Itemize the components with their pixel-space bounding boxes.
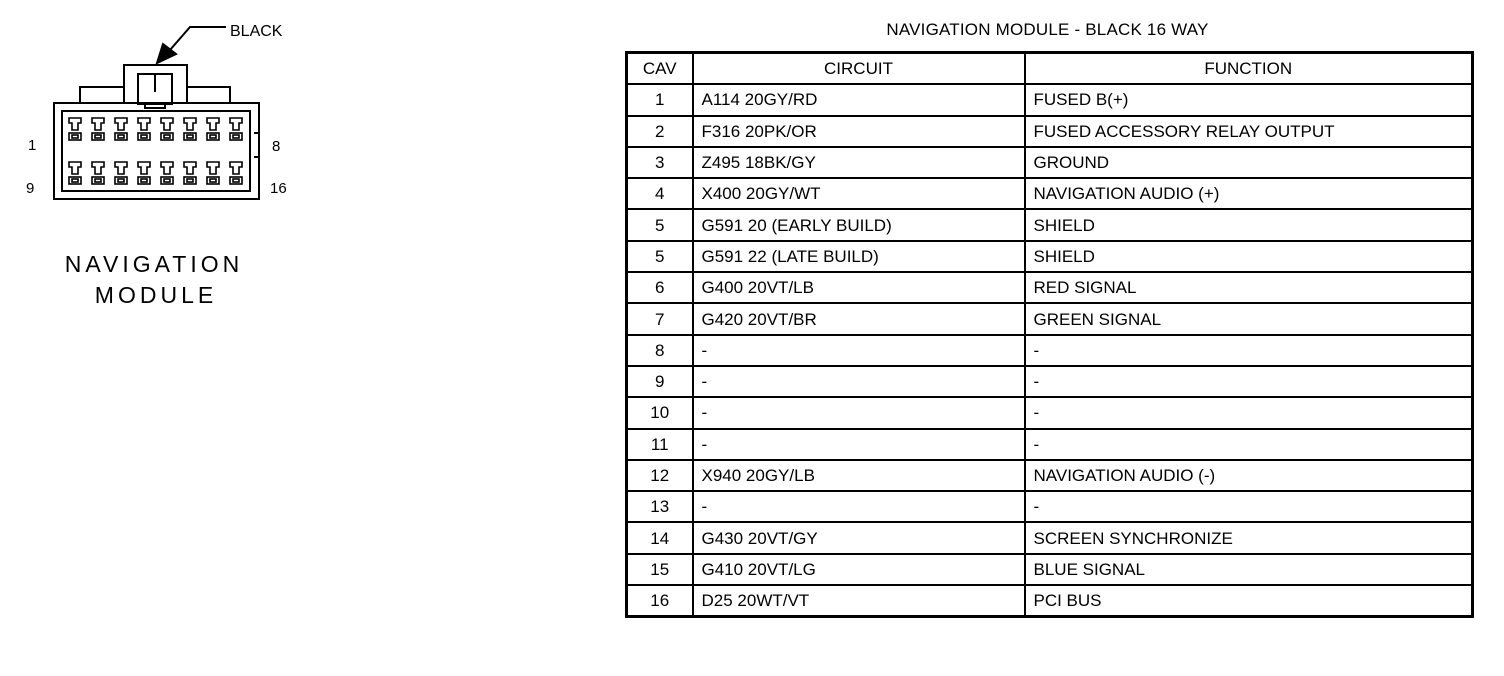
pinout-table — [625, 51, 1474, 618]
connector-label-line2: MODULE — [94, 282, 218, 308]
function-cell: GROUND — [1025, 147, 1473, 178]
circuit-cell: G410 20VT/LG — [693, 554, 1025, 585]
cav-cell: 13 — [627, 491, 693, 522]
circuit-cell: - — [693, 335, 1025, 366]
connector-pin-3 — [115, 118, 127, 140]
connector-pin-8 — [230, 118, 242, 140]
function-cell: FUSED B(+) — [1025, 84, 1473, 115]
table-row — [627, 429, 1473, 460]
color-callout-label: BLACK — [230, 23, 283, 40]
function-cell: - — [1025, 366, 1473, 397]
connector-pin-12 — [138, 162, 150, 184]
cav-cell: 14 — [627, 522, 693, 553]
table-row — [627, 335, 1473, 366]
circuit-cell: - — [693, 491, 1025, 522]
circuit-cell: F316 20PK/OR — [693, 116, 1025, 147]
function-cell: - — [1025, 429, 1473, 460]
function-cell: BLUE SIGNAL — [1025, 554, 1473, 585]
table-row — [627, 303, 1473, 334]
callout-arrow — [157, 27, 226, 63]
cav-cell: 4 — [627, 178, 693, 209]
function-cell: NAVIGATION AUDIO (-) — [1025, 460, 1473, 491]
circuit-cell: G400 20VT/LB — [693, 272, 1025, 303]
circuit-cell: G420 20VT/BR — [693, 303, 1025, 334]
column-header-circuit: CIRCUIT — [693, 53, 1025, 85]
circuit-cell: - — [693, 397, 1025, 428]
pinout-table-body — [627, 84, 1473, 617]
connector-pin-2 — [92, 118, 104, 140]
function-cell: GREEN SIGNAL — [1025, 303, 1473, 334]
circuit-cell: G591 22 (LATE BUILD) — [693, 241, 1025, 272]
connector-housing — [54, 65, 259, 199]
function-cell: - — [1025, 335, 1473, 366]
cav-cell: 8 — [627, 335, 693, 366]
connector-pin-9 — [69, 162, 81, 184]
table-row — [627, 460, 1473, 491]
connector-pin-14 — [184, 162, 196, 184]
cav-cell: 7 — [627, 303, 693, 334]
connector-pin-11 — [115, 162, 127, 184]
function-cell: SHIELD — [1025, 241, 1473, 272]
table-title: NAVIGATION MODULE - BLACK 16 WAY — [886, 20, 1209, 39]
table-row — [627, 554, 1473, 585]
cav-cell: 11 — [627, 429, 693, 460]
cav-cell: 3 — [627, 147, 693, 178]
cav-cell: 15 — [627, 554, 693, 585]
cav-cell: 1 — [627, 84, 693, 115]
circuit-cell: X940 20GY/LB — [693, 460, 1025, 491]
function-cell: FUSED ACCESSORY RELAY OUTPUT — [1025, 116, 1473, 147]
table-row — [627, 366, 1473, 397]
circuit-cell: X400 20GY/WT — [693, 178, 1025, 209]
connector-pin-6 — [184, 118, 196, 140]
connector-pin-4 — [138, 118, 150, 140]
cav-cell: 12 — [627, 460, 693, 491]
table-row — [627, 522, 1473, 553]
cav-cell: 5 — [627, 241, 693, 272]
cav-cell: 9 — [627, 366, 693, 397]
table-row — [627, 397, 1473, 428]
table-row — [627, 116, 1473, 147]
column-header-cav: CAV — [627, 53, 693, 85]
table-row — [627, 272, 1473, 303]
table-row — [627, 178, 1473, 209]
connector-pin-13 — [161, 162, 173, 184]
table-row — [627, 241, 1473, 272]
cav-cell: 5 — [627, 209, 693, 240]
pin-label-9: 9 — [26, 180, 35, 197]
column-header-function: FUNCTION — [1025, 53, 1473, 85]
table-header-row — [627, 53, 1473, 85]
function-cell: PCI BUS — [1025, 585, 1473, 617]
circuit-cell: A114 20GY/RD — [693, 84, 1025, 115]
table-row — [627, 585, 1473, 617]
table-row — [627, 84, 1473, 115]
circuit-cell: Z495 18BK/GY — [693, 147, 1025, 178]
function-cell: - — [1025, 397, 1473, 428]
circuit-cell: G591 20 (EARLY BUILD) — [693, 209, 1025, 240]
function-cell: SHIELD — [1025, 209, 1473, 240]
pin-row-top — [69, 118, 242, 140]
circuit-cell: G430 20VT/GY — [693, 522, 1025, 553]
circuit-cell: - — [693, 429, 1025, 460]
connector-pin-10 — [92, 162, 104, 184]
connector-pin-5 — [161, 118, 173, 140]
circuit-cell: - — [693, 366, 1025, 397]
connector-label-line1: NAVIGATION — [64, 251, 244, 277]
function-cell: - — [1025, 491, 1473, 522]
cav-cell: 2 — [627, 116, 693, 147]
circuit-cell: D25 20WT/VT — [693, 585, 1025, 617]
cav-cell: 16 — [627, 585, 693, 617]
function-cell: RED SIGNAL — [1025, 272, 1473, 303]
function-cell: NAVIGATION AUDIO (+) — [1025, 178, 1473, 209]
connector-diagram — [0, 0, 320, 320]
pin-label-1: 1 — [28, 137, 37, 154]
pin-label-8: 8 — [272, 138, 281, 155]
pin-label-16: 16 — [270, 180, 287, 197]
table-row — [627, 491, 1473, 522]
connector-pin-16 — [230, 162, 242, 184]
cav-cell: 10 — [627, 397, 693, 428]
function-cell: SCREEN SYNCHRONIZE — [1025, 522, 1473, 553]
connector-pin-15 — [207, 162, 219, 184]
connector-pin-7 — [207, 118, 219, 140]
pin-row-bottom — [69, 162, 242, 184]
cav-cell: 6 — [627, 272, 693, 303]
table-row — [627, 147, 1473, 178]
table-row — [627, 209, 1473, 240]
connector-pin-1 — [69, 118, 81, 140]
